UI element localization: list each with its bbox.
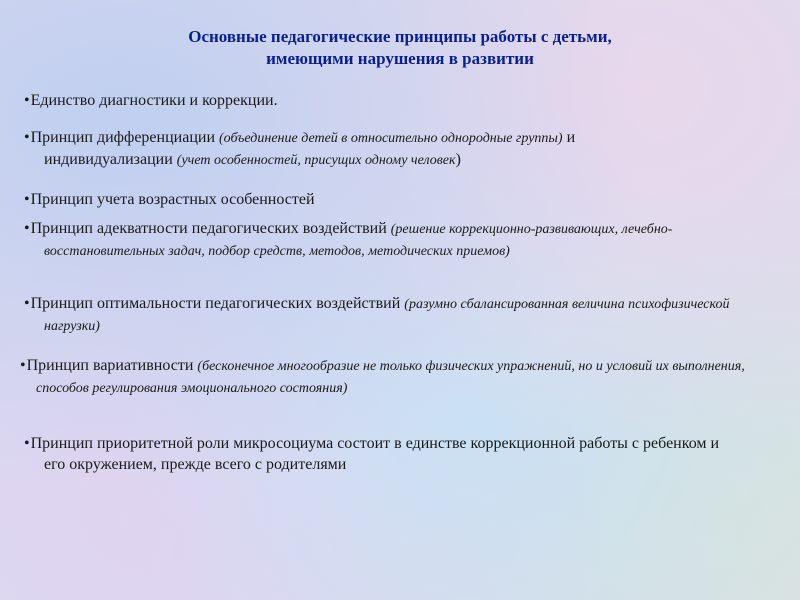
principle-text: Принцип оптимальности педагогических воздействий [30, 295, 405, 312]
bullet: • [24, 295, 30, 312]
principle-text: Принцип приоритетной роли микросоциума состоит в единстве коррекционной работы с ребенком и его окружением, прежде всего с родителями [30, 435, 720, 473]
principle-text: Принцип вариативности [26, 357, 198, 374]
principle-text: Принцип учета возрастных особенностей [30, 191, 315, 208]
principle-item [24, 433, 744, 475]
bullet: • [24, 435, 30, 452]
principle-item [24, 218, 744, 262]
principle-item [24, 189, 764, 210]
principle-text: Принцип дифференциации [30, 129, 219, 146]
title-line-2: имеющими нарушения в развитии [266, 49, 534, 68]
principle-item [24, 90, 764, 111]
principle-note: (разумно сбалансированная величина психофизической нагрузки) [44, 297, 730, 334]
principle-item [24, 293, 744, 337]
principle-text: Единство диагностики и коррекции. [30, 92, 278, 109]
principle-note: (решение коррекционно-развивающих, лечебно-восстановительных задач, подбор средств, методов, методических приемов) [44, 222, 673, 259]
principle-item [20, 355, 760, 399]
bullet: • [24, 220, 30, 237]
bullet: • [20, 357, 26, 374]
principle-note: (объединение детей в относительно однородные группы) [219, 131, 563, 146]
principle-text: Принцип адекватности педагогических воздействий [30, 220, 391, 237]
bullet: • [24, 191, 30, 208]
principle-item [24, 127, 764, 171]
principle-tail-2: ) [455, 151, 461, 168]
bullet: • [24, 92, 30, 109]
bullet: • [24, 129, 30, 146]
principle-text-2: индивидуализации [44, 151, 177, 168]
principle-note: (бесконечное многообразие не только физических упражнений, но и условий их выполнения, способов регулирования эмоционального состояния) [36, 359, 745, 396]
principle-note-2: (учет особенностей, присущих одному человек [176, 153, 456, 168]
title-line-1: Основные педагогические принципы работы с детьми, [188, 27, 612, 46]
slide-title [100, 26, 700, 70]
principle-tail: и [562, 129, 576, 146]
